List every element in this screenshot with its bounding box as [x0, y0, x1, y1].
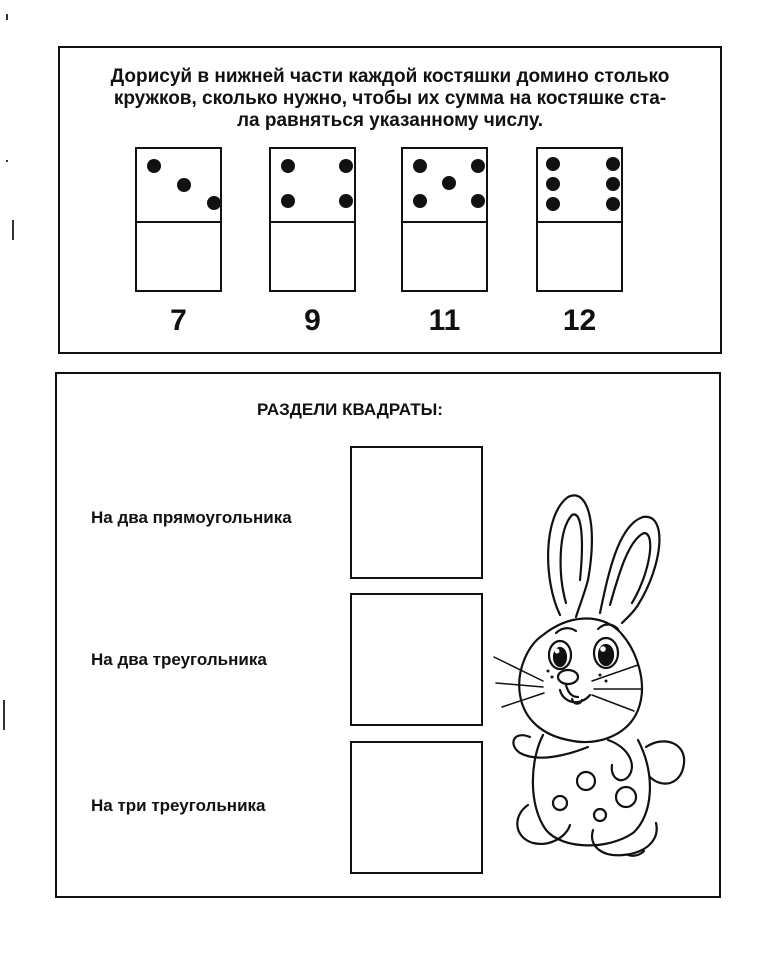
domino-divider [271, 221, 354, 223]
pip [546, 197, 560, 211]
pip [442, 176, 456, 190]
domino-divider [538, 221, 621, 223]
pip [546, 177, 560, 191]
task-label: На три треугольника [91, 796, 266, 815]
target-number: 12 [562, 304, 597, 337]
pip [413, 194, 427, 208]
bunny-icon [488, 485, 698, 860]
domino-task-panel [58, 46, 722, 354]
pip [281, 194, 295, 208]
pip [606, 157, 620, 171]
target-number: 11 [428, 304, 461, 337]
domino-tile [536, 147, 623, 292]
pip [339, 194, 353, 208]
domino-divider [137, 221, 220, 223]
scan-speck [3, 700, 5, 730]
drawing-square[interactable] [350, 593, 483, 726]
target-number: 7 [170, 304, 187, 337]
drawing-square[interactable] [350, 446, 483, 579]
pip [207, 196, 221, 210]
scan-speck [6, 14, 8, 20]
domino-divider [403, 221, 486, 223]
domino-tile [269, 147, 356, 292]
domino-tile [135, 147, 222, 292]
target-number: 9 [304, 304, 321, 337]
pip [606, 197, 620, 211]
pip [177, 178, 191, 192]
pip [281, 159, 295, 173]
instruction-line: кружков, сколько нужно, чтобы их сумма на костяшке ста- [113, 88, 667, 109]
instruction-line: Дорисуй в нижней части каждой костяшки домино столько [110, 66, 670, 87]
instruction-line: ла равняться указанному числу. [236, 110, 544, 131]
domino-instruction [60, 66, 720, 132]
domino-tile [401, 147, 488, 292]
task-label: На два прямоугольника [91, 508, 292, 527]
drawing-square[interactable] [350, 741, 483, 874]
pip [471, 159, 485, 173]
task-label: На два треугольника [91, 650, 267, 669]
scan-speck [6, 160, 8, 162]
scan-speck [12, 220, 14, 240]
pip [546, 157, 560, 171]
pip [147, 159, 161, 173]
pip [471, 194, 485, 208]
squares-title: РАЗДЕЛИ КВАДРАТЫ: [257, 400, 443, 419]
pip [339, 159, 353, 173]
pip [606, 177, 620, 191]
pip [413, 159, 427, 173]
